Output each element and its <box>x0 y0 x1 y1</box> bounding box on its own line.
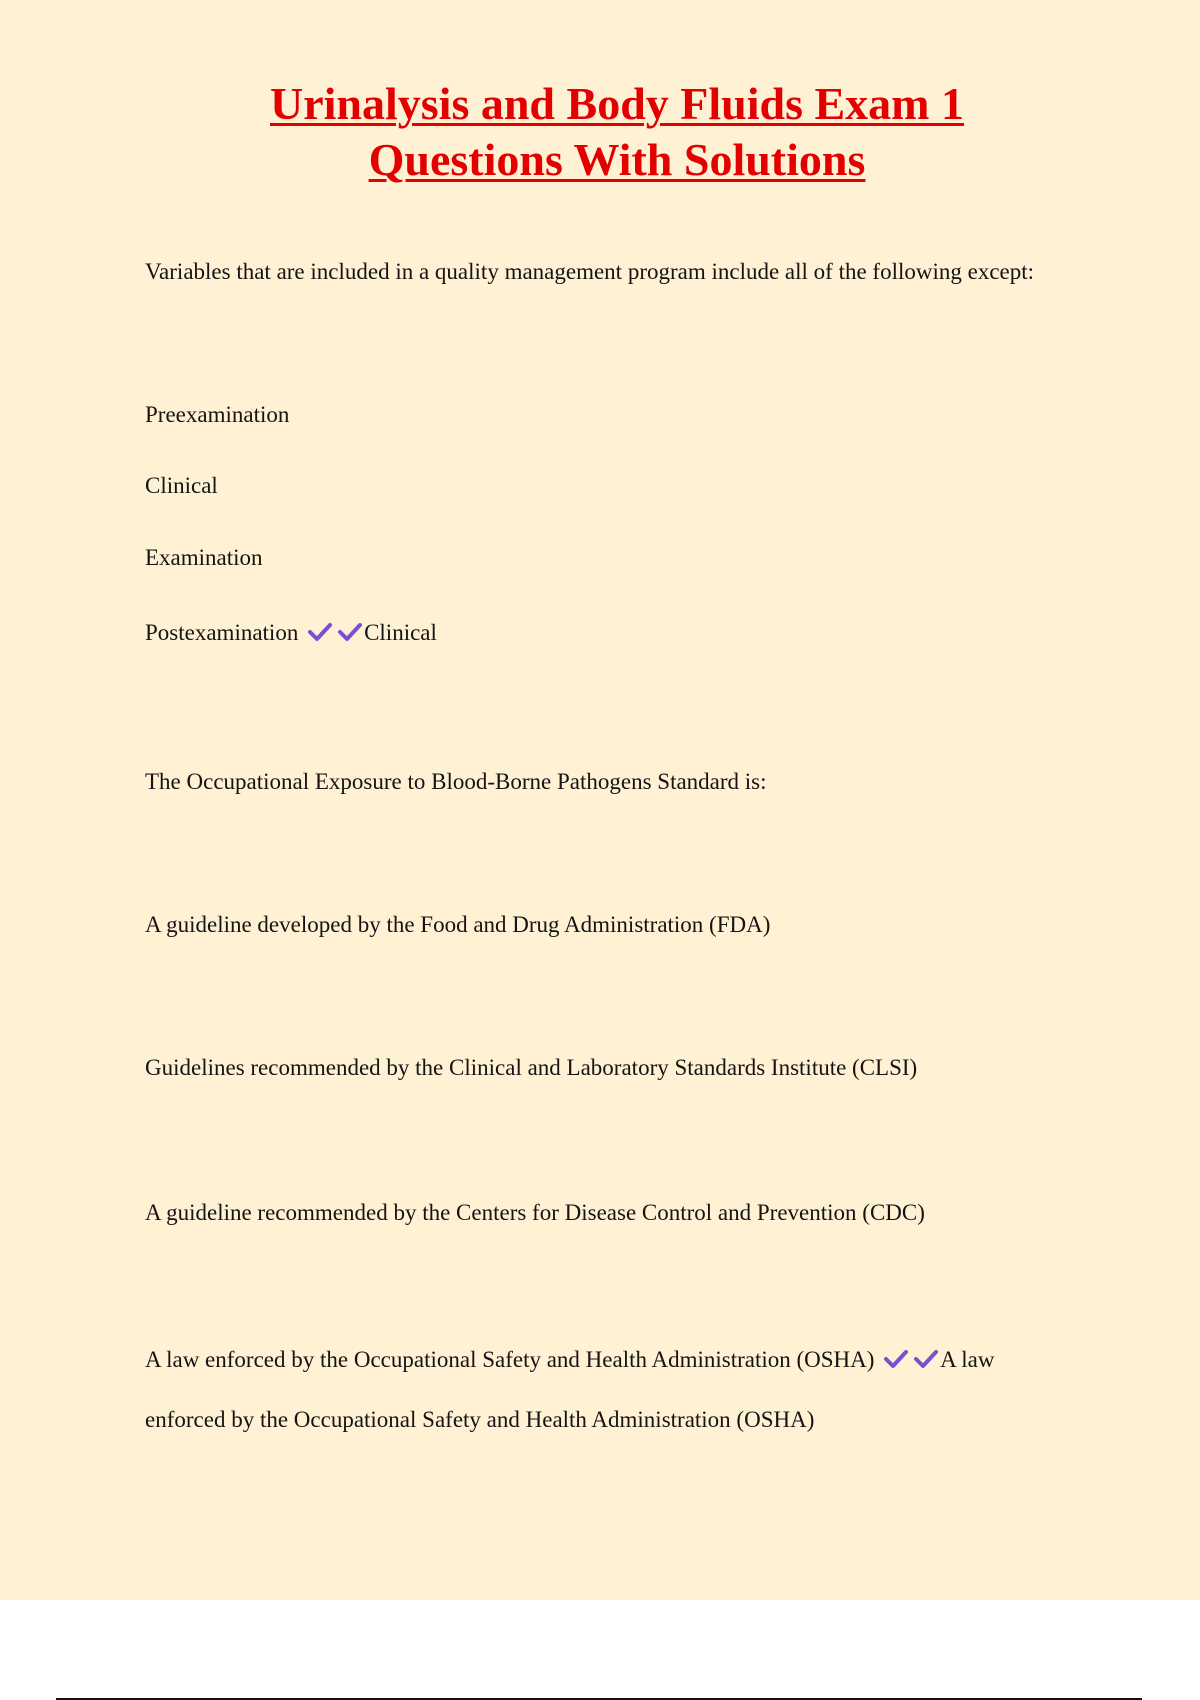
question-1-option-4: Postexamination <box>145 620 299 645</box>
question-2-option-3: A guideline recommended by the Centers for Disease Control and Prevention (CDC) <box>145 1200 925 1225</box>
checkmark-icon <box>882 1348 910 1370</box>
question-2-option-4: A law enforced by the Occupational Safety and Health Administration (OSHA) <box>145 1347 875 1372</box>
question-2-prompt: The Occupational Exposure to Blood-Borne Pathogens Standard is: <box>145 769 767 794</box>
document-title <box>0 76 1200 188</box>
question-1-option-1: Preexamination <box>145 402 290 427</box>
checkmark-icon <box>912 1348 940 1370</box>
checkmark-icon <box>306 621 334 643</box>
question-2-answer-part-1: A law <box>940 1347 995 1372</box>
question-1-option-4-with-answer <box>145 618 437 648</box>
question-1-prompt: Variables that are included in a quality management program include all of the following except: <box>145 259 1035 284</box>
title-line-2: Questions With Solutions <box>368 134 866 185</box>
question-1-option-3: Examination <box>145 545 263 570</box>
question-1-answer: Clinical <box>364 620 437 645</box>
title-line-1: Urinalysis and Body Fluids Exam 1 <box>269 78 965 129</box>
checkmark-icon <box>336 621 364 643</box>
question-2-answer-part-2: enforced by the Occupational Safety and Health Administration (OSHA) <box>145 1407 815 1432</box>
question-2-option-4-with-answer <box>145 1345 994 1375</box>
question-2-option-2: Guidelines recommended by the Clinical and Laboratory Standards Institute (CLSI) <box>145 1055 918 1080</box>
question-1-option-2: Clinical <box>145 473 218 498</box>
question-2-option-1: A guideline developed by the Food and Drug Administration (FDA) <box>145 912 771 937</box>
